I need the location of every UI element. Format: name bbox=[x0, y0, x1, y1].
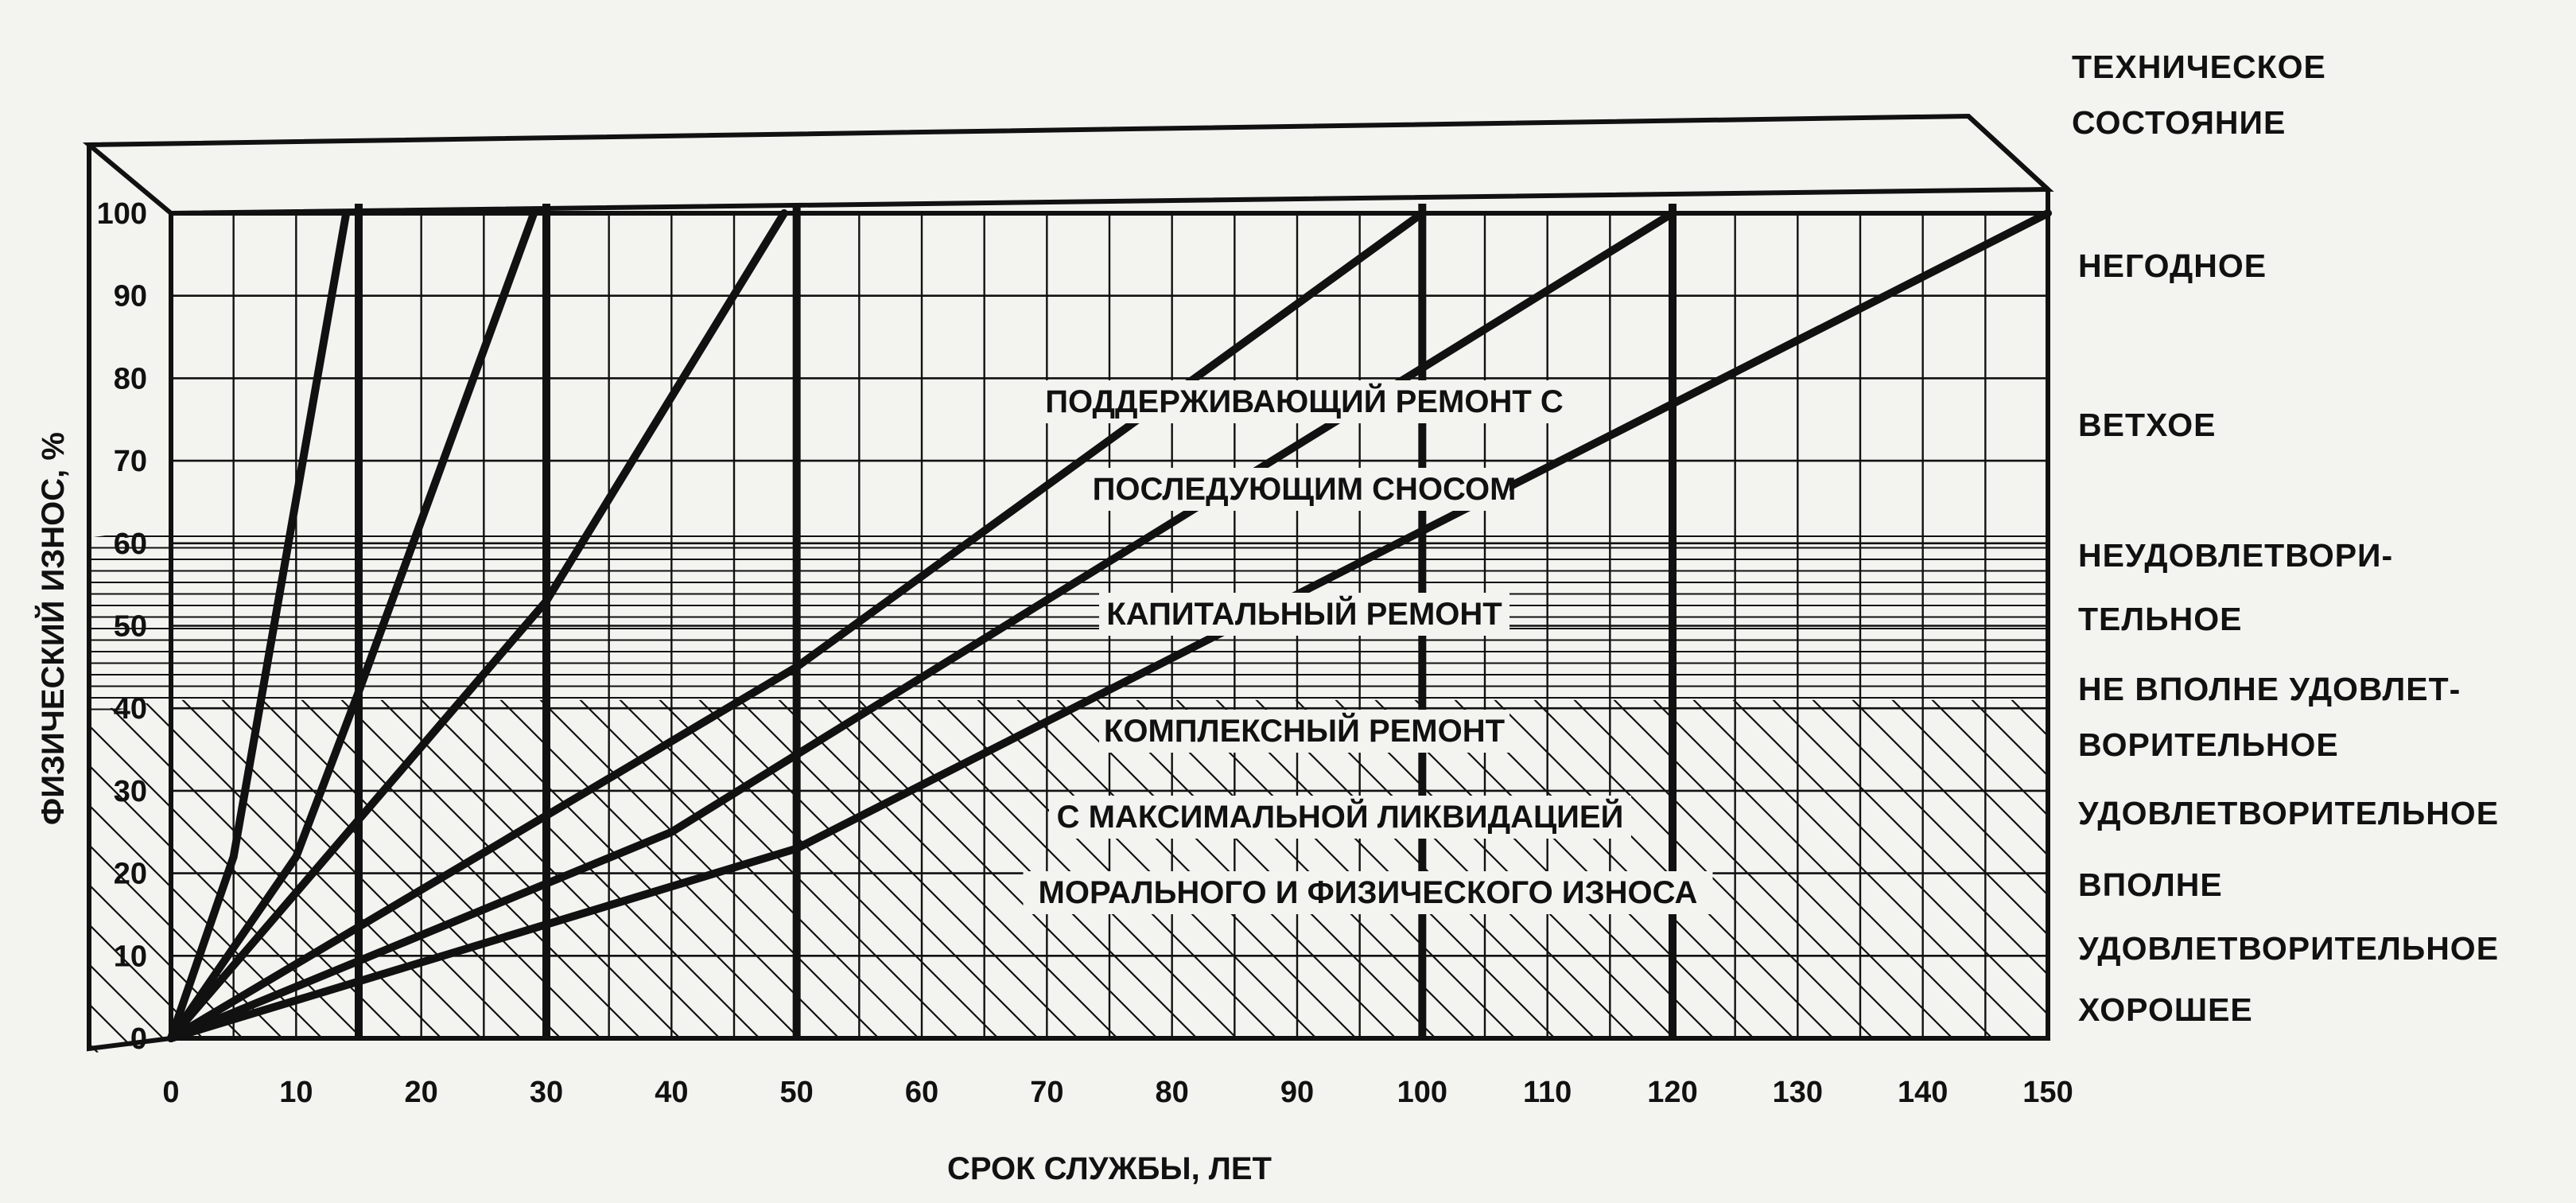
y-tick-label: 90 bbox=[113, 279, 147, 313]
y-tick-label: 70 bbox=[113, 445, 147, 479]
x-tick-label: 140 bbox=[1897, 1076, 1949, 1109]
x-axis-title: СРОК СЛУЖБЫ, ЛЕТ bbox=[947, 1151, 1272, 1186]
x-tick-label: 150 bbox=[2022, 1076, 2073, 1109]
state-label: ВПОЛНЕ bbox=[2078, 866, 2223, 903]
state-label: НЕУДОВЛЕТВОРИ- bbox=[2078, 537, 2394, 574]
zone-annotation: ПОСЛЕДУЮЩИМ СНОСОМ bbox=[1092, 472, 1517, 507]
zone-annotation: ПОДДЕРЖИВАЮЩИЙ РЕМОНТ С bbox=[1045, 384, 1564, 419]
x-tick-label: 90 bbox=[1280, 1076, 1315, 1109]
x-tick-label: 0 bbox=[162, 1076, 180, 1109]
x-tick-label: 20 bbox=[404, 1076, 438, 1109]
frame-top-right-edge bbox=[1968, 116, 2048, 189]
y-axis-title: ФИЗИЧЕСКИЙ ИЗНОС, % bbox=[36, 432, 71, 825]
x-tick-label: 110 bbox=[1523, 1076, 1572, 1109]
state-label: УДОВЛЕТВОРИТЕЛЬНОЕ bbox=[2078, 795, 2500, 831]
x-tick-label: 80 bbox=[1155, 1076, 1189, 1109]
zone-annotation: КАПИТАЛЬНЫЙ РЕМОНТ bbox=[1106, 597, 1502, 632]
y-tick-label: 30 bbox=[113, 774, 147, 808]
state-label: ТЕЛЬНОЕ bbox=[2078, 601, 2243, 637]
zone-annotation: МОРАЛЬНОГО И ФИЗИЧЕСКОГО ИЗНОСА bbox=[1038, 875, 1698, 910]
x-tick-label: 50 bbox=[779, 1076, 814, 1109]
frame-top-face bbox=[89, 116, 2048, 213]
state-label: НЕГОДНОЕ bbox=[2078, 247, 2267, 284]
state-label: НЕ ВПОЛНЕ УДОВЛЕТ- bbox=[2078, 671, 2461, 707]
zone-annotation: С МАКСИМАЛЬНОЙ ЛИКВИДАЦИЕЙ bbox=[1056, 800, 1624, 835]
y-tick-label: 0 bbox=[130, 1022, 147, 1056]
x-tick-label: 60 bbox=[904, 1076, 939, 1109]
x-tick-label: 70 bbox=[1030, 1076, 1064, 1109]
y-tick-label: 100 bbox=[96, 197, 147, 231]
zone-annotation: КОМПЛЕКСНЫЙ РЕМОНТ bbox=[1103, 714, 1506, 749]
x-tick-label: 100 bbox=[1397, 1076, 1448, 1109]
state-header: ТЕХНИЧЕСКОЕ bbox=[2072, 49, 2326, 85]
y-tick-label: 60 bbox=[113, 527, 147, 561]
x-tick-label: 30 bbox=[529, 1076, 564, 1109]
y-tick-label: 10 bbox=[113, 940, 147, 974]
state-label: ВЕТХОЕ bbox=[2078, 407, 2217, 443]
y-tick-label: 80 bbox=[113, 362, 147, 396]
state-label: ВОРИТЕЛЬНОЕ bbox=[2078, 726, 2339, 763]
y-tick-label: 40 bbox=[113, 692, 147, 726]
x-tick-label: 130 bbox=[1772, 1076, 1824, 1109]
y-tick-label: 50 bbox=[113, 609, 147, 644]
state-label: УДОВЛЕТВОРИТЕЛЬНОЕ bbox=[2078, 930, 2500, 967]
y-tick-label: 20 bbox=[113, 857, 147, 891]
state-label: ХОРОШЕЕ bbox=[2078, 991, 2253, 1028]
x-tick-label: 10 bbox=[279, 1076, 313, 1109]
x-tick-label: 120 bbox=[1647, 1076, 1698, 1109]
state-header: СОСТОЯНИЕ bbox=[2072, 104, 2287, 141]
x-tick-label: 40 bbox=[655, 1076, 689, 1109]
